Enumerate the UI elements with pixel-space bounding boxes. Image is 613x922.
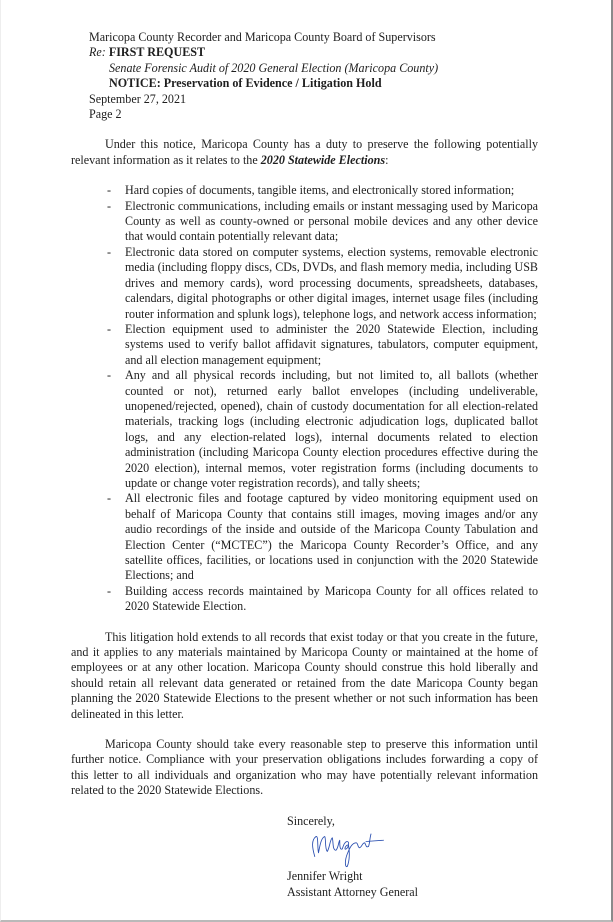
recipient-line: Maricopa County Recorder and Maricopa County Board of Supervisors: [89, 30, 436, 44]
letter-header: [89, 30, 538, 122]
letter-body: [71, 30, 538, 900]
bullet-dash: -: [107, 183, 112, 198]
re-label: Re:: [89, 45, 106, 60]
intro-suffix: :: [385, 152, 389, 167]
list-item: [105, 322, 538, 368]
list-item-text: Hard copies of documents, tangible items, and electronically stored information;: [125, 183, 515, 198]
intro-paragraph: [71, 137, 538, 168]
letter-date: September 27, 2021: [89, 91, 187, 106]
signer-title: Assistant Attorney General: [287, 884, 418, 899]
list-item: [105, 368, 538, 491]
bullet-dash: -: [107, 583, 112, 598]
list-item-text: All electronic files and footage captured by video monitoring equipment used on behalf of Maricopa County that contains still images, moving images and/or any audio recordings of the inside and outside of the Maricopa County Tabulation and Election Center (“MCTEC”) the Maricopa County Recorder’s Office, and any satellite offices, facilities, or locations used in conjunction with the 2020 Statewide Elections; and: [125, 491, 538, 583]
list-item: [105, 491, 538, 583]
bullet-dash: -: [107, 321, 112, 336]
notice-line: NOTICE: Preservation of Evidence / Litigation Hold: [109, 76, 382, 91]
intro-emphasis: 2020 Statewide Elections: [260, 152, 386, 167]
intro-text: Under this notice, Maricopa County has a duty to preserve the following potentially relevant information as it relates to the: [71, 137, 538, 167]
signature-block: [287, 814, 507, 900]
list-item: [105, 183, 538, 198]
bullet-dash: -: [107, 198, 112, 213]
handwritten-signature: [301, 829, 441, 869]
preservation-steps-paragraph: Maricopa County should take every reasonable step to preserve this information until further notice. Compliance with your preservation obligations includes forwarding a copy of this letter to all individuals and organization who may have potentially relevant information related to the 2020 Statewide Elections.: [71, 737, 538, 798]
list-item-text: Building access records maintained by Maricopa County for all offices related to 2020 Statewide Election.: [125, 583, 538, 614]
re-title: FIRST REQUEST: [108, 45, 206, 60]
bullet-dash: -: [107, 368, 112, 383]
list-item-text: Election equipment used to administer the 2020 Statewide Election, including systems used to verify ballot affidavit signatures, tabulators, computer equipment, and all election management equipment;: [125, 321, 538, 367]
list-item-text: Electronic data stored on computer systems, election systems, removable electronic media (including floppy discs, CDs, DVDs, and flash memory media, including USB drives and memory cards), word processing documents, spreadsheets, databases, calendars, digital photographs or other digital images, internet usage files (including router information and splunk logs), telephone logs, and network access information;: [125, 244, 538, 321]
list-item: [105, 199, 538, 245]
page-number: Page 2: [89, 107, 122, 122]
preservation-list: [105, 183, 538, 614]
litigation-hold-paragraph: This litigation hold extends to all records that exist today or that you create in the future, and it applies to any materials maintained by Maricopa County or maintained at the home of employees or at any other location. Maricopa County should construe this hold liberally and should retain all relevant data generated or retained from the date Maricopa County began planning the 2020 Statewide Elections to the present whether or not such information has been delineated in this letter.: [71, 629, 538, 721]
list-item-text: Any and all physical records including, but not limited to, all ballots (whether counted or not), returned early ballot envelopes (including undeliverable, unopened/rejected, opened), chain of custody documentation for all election-related materials, tracking logs (including electronic adjudication logs, duplicated ballot logs, and any election-related logs), internal documents related to election administration (including Maricopa County election procedures effective during the 2020 election), internal memos, voter registration forms (including documents to update or change voter registration records), and tally sheets;: [125, 368, 538, 490]
list-item: [105, 245, 538, 322]
bullet-dash: -: [107, 491, 112, 506]
re-line: [89, 45, 538, 60]
signer-name: Jennifer Wright: [287, 869, 363, 884]
bullet-dash: -: [107, 244, 112, 259]
closing-salutation: Sincerely,: [287, 813, 335, 828]
list-item-text: Electronic communications, including emails or instant messaging used by Maricopa County as well as county-owned or personal mobile devices and any other device that would contain potentially relevant data;: [125, 198, 538, 244]
subject-line: Senate Forensic Audit of 2020 General Election (Maricopa County): [109, 60, 439, 75]
list-item: [105, 584, 538, 615]
